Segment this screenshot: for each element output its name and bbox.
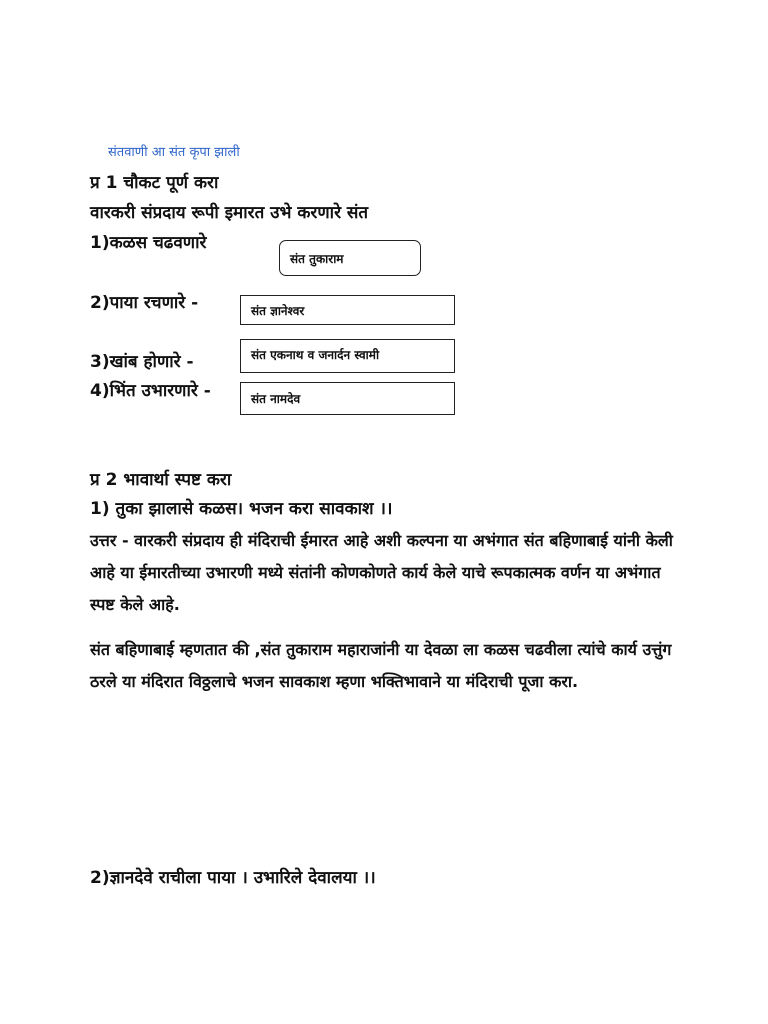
- question-2-title: प्र 2 भावार्था स्पष्ट करा: [90, 470, 232, 490]
- answer-text-2: संत ज्ञानेश्वर: [251, 303, 305, 318]
- question-1-title: प्र 1 चौकट पूर्ण करा: [90, 173, 219, 193]
- answer-box-2: [240, 295, 455, 325]
- answer-box-4: [240, 382, 455, 415]
- answer-box-1: [279, 240, 421, 276]
- answer-text-1: संत तुकाराम: [290, 252, 344, 266]
- answer-paragraph-2: संत बहिणाबाई म्हणतात की ,संत तुकाराम महाराजांनी या देवळा ला कळस चढवीला त्यांचे कार्य उत्तुंग ठरले या मंदिरात विठ्ठलाचे भजन सावकाश म्हणा भक्तिभावाने या मंदिराची पूजा करा.: [90, 640, 672, 691]
- chapter-title: संतवाणी आ संत कृपा झाली: [108, 145, 240, 160]
- question-2-verse-1: 1) तुका झालासे कळस। भजन करा सावकाश ।।: [90, 499, 393, 519]
- answer-text-4: संत नामदेव: [251, 392, 301, 406]
- answer-text-3: संत एकनाथ व जनार्दन स्वामी: [251, 348, 380, 362]
- item-label-2: 2)पाया रचणारे -: [90, 293, 199, 313]
- item-label-1: 1)कळस चढवणारे: [90, 233, 207, 253]
- item-label-4: 4)भिंत उभारणारे -: [90, 381, 211, 401]
- item-label-3: 3)खांब होणारे -: [90, 352, 194, 372]
- question-1-subtitle: वारकरी संप्रदाय रूपी इमारत उभे करणारे संत: [90, 203, 369, 223]
- answer-paragraph-1: उत्तर - वारकरी संप्रदाय ही मंदिराची ईमारत आहे अशी कल्पना या अभंगात संत बहिणाबाई यांनी केली आहे या ईमारतीच्या उभारणी मध्ये संतांनी कोणकोणते कार्य केले याचे रूपकात्मक वर्णन या अभंगात स्पष्ट केले आहे.: [90, 531, 673, 614]
- question-2-verse-2: 2)ज्ञानदेवे राचीला पाया । उभारिले देवालया ।।: [90, 868, 376, 888]
- answer-box-3: [240, 339, 455, 373]
